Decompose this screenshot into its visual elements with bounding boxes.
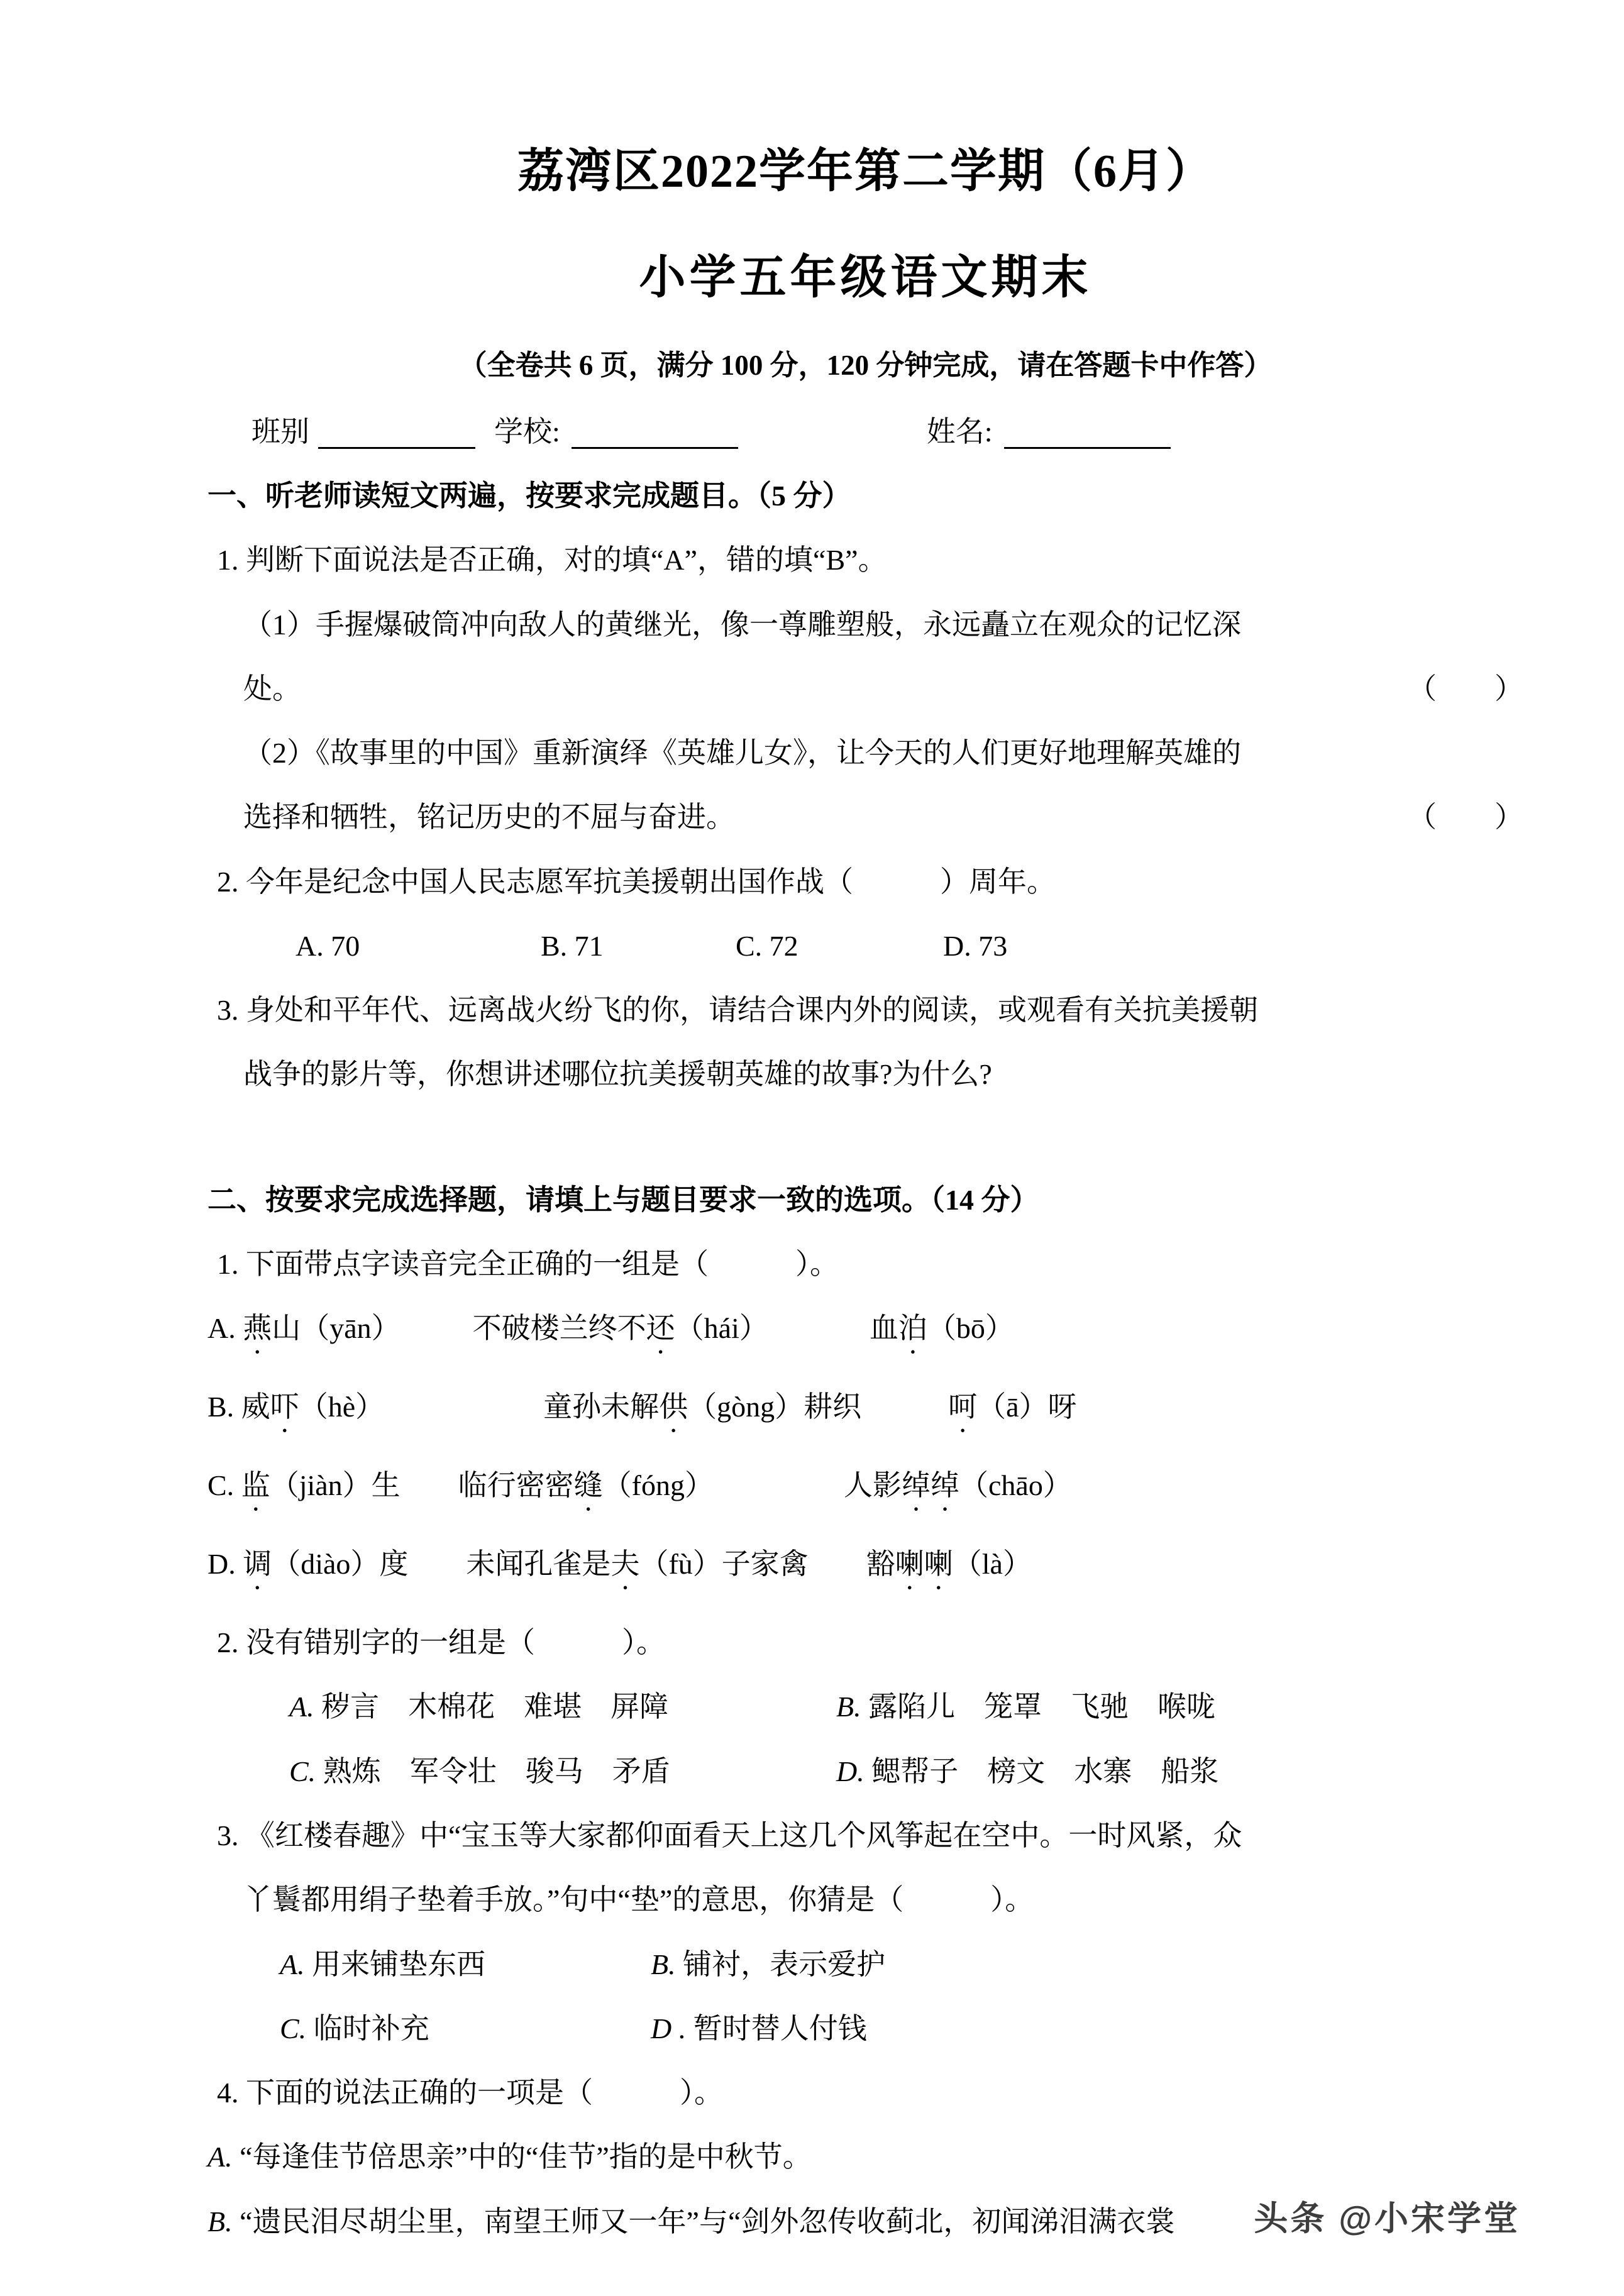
option-text: 暂时替人付钱: [693, 2012, 867, 2045]
section2-heading: 二、按要求完成选择题，请填上与题目要求一致的选项。（14 分）: [207, 1183, 1039, 1216]
s1-q1-item2-answer-bracket: （ ）: [1408, 801, 1523, 834]
s2-q2-option-a: [289, 1690, 836, 1724]
s1-q1-item1-text: 处。: [243, 672, 301, 705]
option-text: “每逢佳节倍思亲”中的“佳节”指的是中秋节。: [240, 2141, 812, 2173]
option-text: 露陷儿 笼罩 飞驰 喉咙: [868, 1691, 1216, 1723]
s2-q3-line1: 3. 《红楼春趣》中“宝玉等大家都仰面看天上这几个风筝起在空中。一时风紧，众: [217, 1819, 1242, 1852]
s1-q2-stem: 2. 今年是纪念中国人民志愿军抗美援朝出国作战（ ）周年。: [217, 865, 1056, 898]
text-segment: （bō）: [927, 1312, 1014, 1345]
option-label: A.: [289, 1691, 314, 1723]
exam-instructions: （全卷共 6 页，满分 100 分，120 分钟完成，请在答题卡中作答）: [458, 349, 1273, 381]
text-segment: （jiàn）生 临行密密: [270, 1469, 574, 1502]
emphasized-char: 绰绰: [902, 1469, 959, 1502]
s2-q4-option-a: [207, 2140, 1523, 2174]
text-segment: （fù）子家禽 豁: [639, 1548, 895, 1581]
option-label: B.: [207, 2205, 233, 2238]
option-label: B.: [651, 1948, 676, 1980]
text-segment: （fóng） 人影: [602, 1469, 902, 1502]
class-blank: [318, 422, 475, 449]
s2-q3-line2: 丫鬟都用绢子垫着手放。”句中“垫”的意思，你猜是（ ）。: [243, 1884, 1034, 1916]
s2-q2-options-row2: [289, 1755, 1523, 1789]
text-segment: C.: [207, 1469, 241, 1502]
text-segment: （hái） 血: [675, 1312, 898, 1345]
watermark: 头条 @小宋学堂: [1254, 2200, 1520, 2238]
school-blank: [572, 422, 738, 449]
school-label: 学校:: [494, 415, 560, 448]
emphasized-char: 供: [659, 1391, 688, 1423]
option-text: 熟炼 军令壮 骏马 矛盾: [323, 1755, 670, 1787]
emphasized-char: 泊: [898, 1312, 927, 1345]
text-segment: （diào）度 未闻孔雀是: [272, 1548, 611, 1581]
option-label: D .: [651, 2012, 687, 2045]
text-segment: 山（yān） 不破楼兰终不: [272, 1312, 646, 1345]
s2-q2-option-c: [289, 1755, 836, 1789]
emphasized-char: 调: [243, 1548, 272, 1581]
text-segment: D.: [207, 1548, 243, 1581]
s2-q4-stem: 4. 下面的说法正确的一项是（ ）。: [217, 2077, 723, 2109]
option-text: 秽言 木棉花 难堪 屏障: [321, 1691, 669, 1723]
text-segment: （chāo）: [959, 1469, 1072, 1502]
emphasized-char: 还: [646, 1312, 675, 1345]
s1-q2-option-b: B. 71: [541, 929, 604, 962]
s2-q1-option-d: [207, 1547, 1523, 1596]
text-segment: （gòng）耕织: [688, 1391, 949, 1423]
emphasized-char: 夫: [610, 1548, 640, 1581]
option-label: C.: [289, 1755, 316, 1787]
s1-q3-line2: 战争的影片等，你想讲述哪位抗美援朝英雄的故事?为什么?: [243, 1058, 992, 1091]
s2-q1-option-a: [207, 1311, 1523, 1360]
s2-q3-option-c: [280, 2012, 651, 2046]
text-segment: （ā）呀: [977, 1391, 1077, 1423]
s1-q2-option-d: D. 73: [943, 929, 1008, 962]
s1-q1-item2-line1: （2）《故事里的中国》重新演绎《英雄儿女》，让今天的人们更好地理解英雄的: [243, 737, 1241, 770]
s1-q1-item2-text: 选择和牺牲，铭记历史的不屈与奋进。: [243, 801, 735, 834]
text-segment: B. 威: [207, 1391, 270, 1423]
emphasized-char: 缝: [573, 1469, 603, 1502]
option-label: D.: [836, 1755, 864, 1787]
s2-q1-stem: 1. 下面带点字读音完全正确的一组是（ ）。: [217, 1247, 839, 1280]
s2-q2-option-d: [836, 1755, 1218, 1789]
s2-q2-option-b: [836, 1690, 1215, 1724]
emphasized-char: 呵: [948, 1391, 978, 1423]
s2-q3-option-a: [280, 1948, 651, 1982]
option-label: B.: [836, 1691, 861, 1723]
s1-q1-item1-answer-bracket: （ ）: [1408, 672, 1523, 705]
s1-q2-option-c: C. 72: [736, 929, 798, 962]
class-label: 班别: [251, 415, 309, 448]
s1-q1-item1-line1: （1）手握爆破筒冲向敌人的黄继光，像一尊雕塑般，永远矗立在观众的记忆深: [243, 608, 1241, 641]
s2-q2-stem: 2. 没有错别字的一组是（ ）。: [217, 1626, 665, 1659]
s2-q2-options-row1: [289, 1690, 1523, 1724]
section1-heading: 一、听老师读短文两遍，按要求完成题目。（5 分）: [207, 479, 851, 512]
s1-q2-options-row: [296, 929, 1523, 963]
option-text: 鳃帮子 榜文 水寨 船浆: [871, 1755, 1219, 1787]
text-segment: （là）: [953, 1548, 1032, 1581]
name-blank: [1004, 422, 1171, 449]
s1-q2-option-a: A. 70: [296, 929, 360, 962]
option-label: A.: [280, 1948, 305, 1980]
text-segment: （hè） 童孙未解: [299, 1391, 660, 1423]
s2-q3-options-row2: [280, 2012, 1523, 2046]
emphasized-char: 监: [241, 1469, 270, 1502]
emphasized-char: 燕: [243, 1312, 272, 1345]
s1-q1-item1-line2: [243, 672, 1523, 706]
option-text: 铺衬，表示爱护: [683, 1948, 886, 1980]
option-text: “遗民泪尽胡尘里，南望王师又一年”与“剑外忽传收蓟北，初闻涕泪满衣裳: [240, 2205, 1175, 2238]
s1-q3-line1: 3. 身处和平年代、远离战火纷飞的你，请结合课内外的阅读，或观看有关抗美援朝: [217, 994, 1258, 1027]
option-text: 临时补充: [313, 2012, 429, 2045]
page-title-line1: 荔湾区2022学年第二学期（6月）: [517, 146, 1213, 197]
s2-q1-option-c: [207, 1469, 1523, 1517]
student-info-row: [207, 415, 1523, 449]
s2-q1-option-b: [207, 1390, 1523, 1438]
option-label: C.: [280, 2012, 307, 2045]
s1-q1-stem: 1. 判断下面说法是否正确，对的填“A”，错的填“B”。: [217, 544, 887, 577]
option-text: 用来铺垫东西: [312, 1948, 486, 1980]
text-segment: A.: [207, 1312, 243, 1345]
s2-q3-options-row1: [280, 1948, 1523, 1982]
option-label: A.: [207, 2141, 233, 2173]
s2-q3-option-d: [651, 2012, 867, 2046]
emphasized-char: 吓: [270, 1391, 299, 1423]
s1-q1-item2-line2: [243, 800, 1523, 834]
emphasized-char: 喇喇: [895, 1548, 953, 1581]
name-label: 姓名:: [926, 415, 993, 448]
s2-q3-option-b: [651, 1948, 885, 1982]
page-title-line2: 小学五年级语文期末: [639, 252, 1092, 304]
